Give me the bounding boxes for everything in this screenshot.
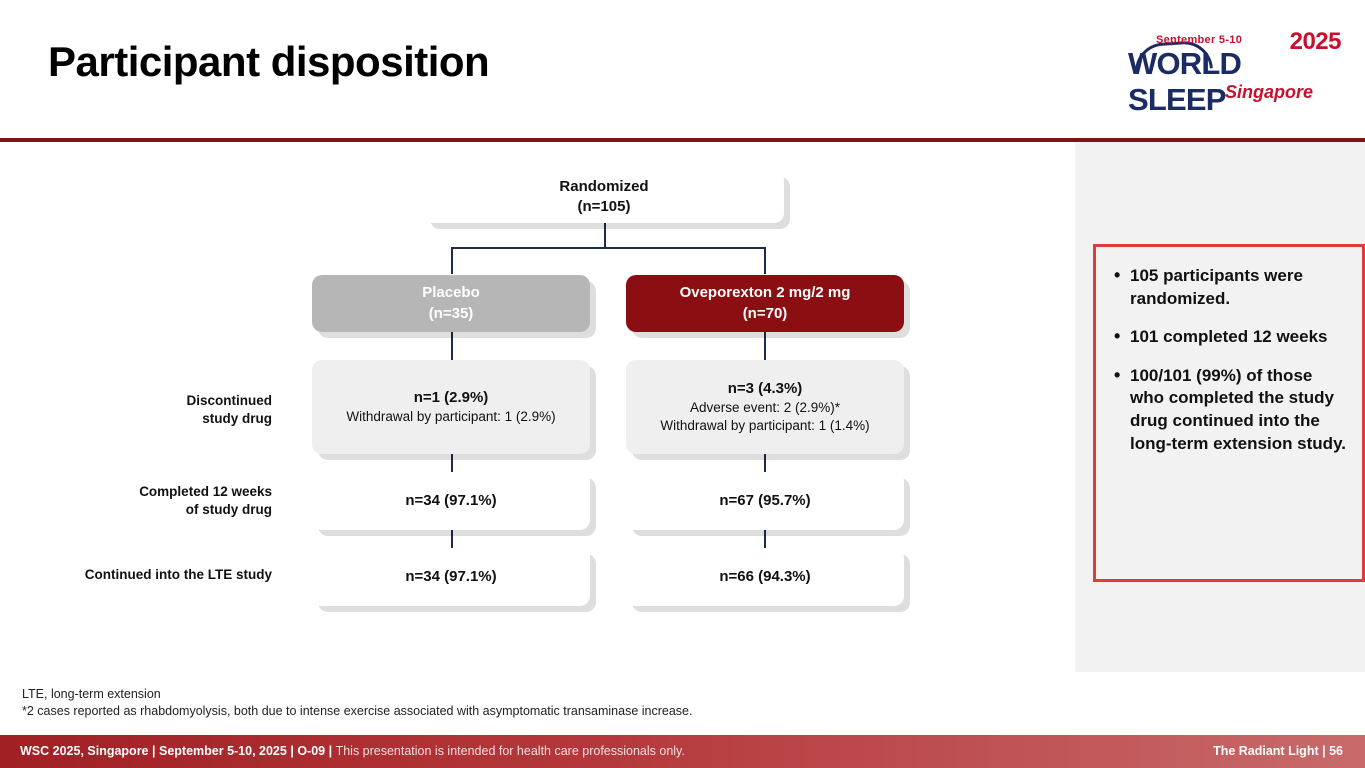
footer-dates: September 5-10, 2025: [158, 744, 287, 758]
node-oveporexton-lte-value: n=66 (94.3%): [719, 567, 811, 585]
page-title: Participant disposition: [48, 38, 490, 85]
node-placebo-line2: (n=35): [428, 304, 474, 322]
footer-conference: WSC 2025, Singapore: [20, 744, 149, 758]
connector-root-down: [604, 223, 606, 248]
connector-drug-to-disc: [764, 332, 766, 360]
footer-session-code: O-09: [297, 744, 326, 758]
node-oveporexton-discontinued-reason-1: Adverse event: 2 (2.9%)*: [689, 399, 841, 415]
connector-placebo-down: [451, 247, 453, 274]
footer-brand: The Radiant Light: [1213, 744, 1319, 758]
node-randomized-line2: (n=105): [577, 198, 631, 215]
row-label-discontinued: [60, 392, 272, 428]
slide-footer: [0, 735, 1365, 768]
row-label-lte-text: Continued into the LTE study: [84, 567, 272, 582]
logo-year: 2025: [1289, 28, 1341, 55]
node-placebo-line1: Placebo: [422, 284, 480, 302]
footer-separator-1: |: [152, 744, 156, 758]
node-oveporexton-line1: Oveporexton 2 mg/2 mg: [679, 284, 851, 302]
node-placebo-lte-value: n=34 (97.1%): [405, 567, 497, 585]
footnote-asterisk: *2 cases reported as rhabdomyolysis, both due to intense exercise associated with asymptomatic transaminase increase.: [22, 703, 693, 718]
row-label-completed: [40, 483, 272, 519]
row-label-discontinued-line2: study drug: [202, 411, 272, 427]
footer-separator-3: |: [328, 744, 333, 758]
node-oveporexton-lte: [626, 548, 904, 606]
logo-main-text: WORLD SLEEP: [1128, 46, 1242, 117]
logo-sub-text: Singapore: [1224, 82, 1313, 102]
node-oveporexton-line2: (n=70): [742, 304, 788, 322]
node-oveporexton-completed-value: n=67 (95.7%): [719, 491, 811, 509]
node-placebo-completed-value: n=34 (97.1%): [405, 491, 497, 509]
footer-left-text: [20, 744, 685, 758]
callout-item: • 101 completed 12 weeks: [1112, 326, 1348, 349]
node-placebo-discontinued-total: n=1 (2.9%): [413, 388, 489, 406]
node-oveporexton-completed: [626, 472, 904, 530]
participant-flow-diagram: [0, 142, 1075, 672]
footer-separator-2: |: [290, 744, 294, 758]
node-oveporexton-discontinued: [626, 360, 904, 454]
footer-disclaimer: This presentation is intended for health care professionals only.: [335, 744, 685, 758]
callout-item: • 105 participants were randomized.: [1112, 265, 1348, 310]
world-sleep-logo: [1128, 28, 1343, 117]
footnotes: [22, 686, 692, 720]
key-takeaways-callout: [1093, 244, 1365, 582]
callout-item: • 100/101 (99%) of those who completed the study drug continued into the long-term extension study.: [1112, 365, 1348, 455]
slide-header: [0, 0, 1365, 139]
callout-list: [1112, 265, 1348, 455]
row-label-completed-line2: of study drug: [185, 502, 272, 518]
row-label-lte: [40, 566, 272, 584]
node-placebo-group: [312, 275, 590, 332]
connector-horizontal: [451, 247, 766, 249]
footer-separator-4: |: [1322, 744, 1326, 758]
node-placebo-lte: [312, 548, 590, 606]
node-oveporexton-group: [626, 275, 904, 332]
node-placebo-completed: [312, 472, 590, 530]
node-randomized-line1: Randomized: [559, 177, 649, 195]
node-randomized: [424, 171, 784, 223]
row-label-completed-line1: Completed 12 weeks: [139, 484, 272, 499]
node-placebo-discontinued: [312, 360, 590, 454]
node-oveporexton-discontinued-total: n=3 (4.3%): [727, 379, 803, 397]
footer-page-number: 56: [1329, 744, 1343, 758]
footnote-abbreviation: LTE, long-term extension: [22, 687, 161, 701]
connector-placebo-to-disc: [451, 332, 453, 360]
node-placebo-discontinued-reason-1: Withdrawal by participant: 1 (2.9%): [346, 409, 556, 425]
node-oveporexton-discontinued-reason-2: Withdrawal by participant: 1 (1.4%): [660, 418, 870, 434]
row-label-discontinued-line1: Discontinued: [186, 393, 272, 408]
footer-right-text: [1213, 744, 1343, 758]
logo-dates: September 5-10: [1156, 34, 1243, 46]
connector-drug-down: [764, 247, 766, 274]
